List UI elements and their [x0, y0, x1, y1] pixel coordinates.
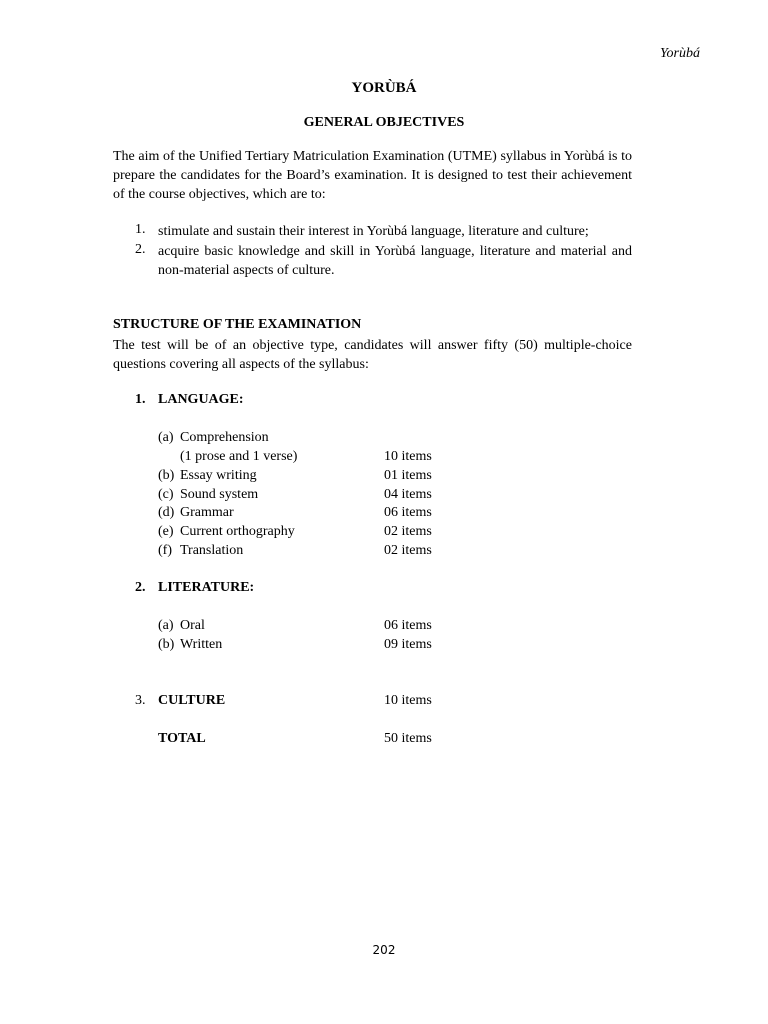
- item-name: Essay writing: [180, 468, 257, 483]
- running-header: Yorùbá: [660, 46, 700, 61]
- objective-number: 2.: [135, 242, 146, 257]
- item-count: 01 items: [384, 468, 432, 483]
- section-number: 2.: [135, 580, 146, 595]
- total-count: 50 items: [384, 731, 432, 746]
- objective-number: 1.: [135, 222, 146, 237]
- item-count: 02 items: [384, 543, 432, 558]
- item-count: 06 items: [384, 618, 432, 633]
- section-literature: [135, 580, 254, 596]
- objective-text: stimulate and sustain their interest in Yorùbá language, literature and culture;: [158, 224, 589, 239]
- item-letter: (b): [158, 468, 175, 483]
- section-culture-label: CULTURE: [158, 693, 226, 708]
- section-label: LITERATURE:: [158, 580, 255, 595]
- general-objectives-heading: GENERAL OBJECTIVES: [303, 115, 465, 130]
- item-letter: (a): [158, 430, 174, 445]
- item-name: (1 prose and 1 verse): [180, 449, 298, 464]
- item-count: 02 items: [384, 524, 432, 539]
- section-number: 3.: [135, 693, 146, 708]
- section-label: LANGUAGE:: [158, 392, 244, 407]
- item-name: Sound system: [180, 487, 259, 502]
- item-count: 06 items: [384, 505, 432, 520]
- structure-intro: The test will be of an objective type, candidates will answer fifty (50) multiple-choice questions covering all aspects of the syllabus:: [113, 338, 632, 372]
- item-count: 09 items: [384, 637, 432, 652]
- item-letter: (c): [158, 487, 174, 502]
- item-count: 10 items: [384, 449, 432, 464]
- item-name: Current orthography: [180, 524, 295, 539]
- section-language: [135, 392, 244, 408]
- item-count: 04 items: [384, 487, 432, 502]
- page-number: 202: [372, 943, 396, 957]
- objective-text: acquire basic knowledge and skill in Yorùbá language, literature and material and non-material aspects of culture.: [158, 244, 632, 278]
- structure-heading: STRUCTURE OF THE EXAMINATION: [113, 317, 362, 332]
- total-label: TOTAL: [158, 731, 206, 746]
- item-letter: (b): [158, 637, 175, 652]
- item-name: Oral: [180, 618, 205, 633]
- item-name: Comprehension: [180, 430, 269, 445]
- item-name: Written: [180, 637, 223, 652]
- item-name: Translation: [180, 543, 244, 558]
- item-letter: (e): [158, 524, 174, 539]
- culture-count: 10 items: [384, 693, 432, 708]
- general-objectives-intro: The aim of the Unified Tertiary Matriculation Examination (UTME) syllabus in Yorùbá is to prepare the candidates for the Board’s examination. It is designed to test their achievement of the course objectives, which are to:: [113, 149, 632, 202]
- item-letter: (a): [158, 618, 174, 633]
- item-letter: (f): [158, 543, 172, 558]
- item-name: Grammar: [180, 505, 234, 520]
- item-letter: (d): [158, 505, 175, 520]
- page-title: YORÙBÁ: [351, 80, 417, 96]
- section-number: 1.: [135, 392, 146, 407]
